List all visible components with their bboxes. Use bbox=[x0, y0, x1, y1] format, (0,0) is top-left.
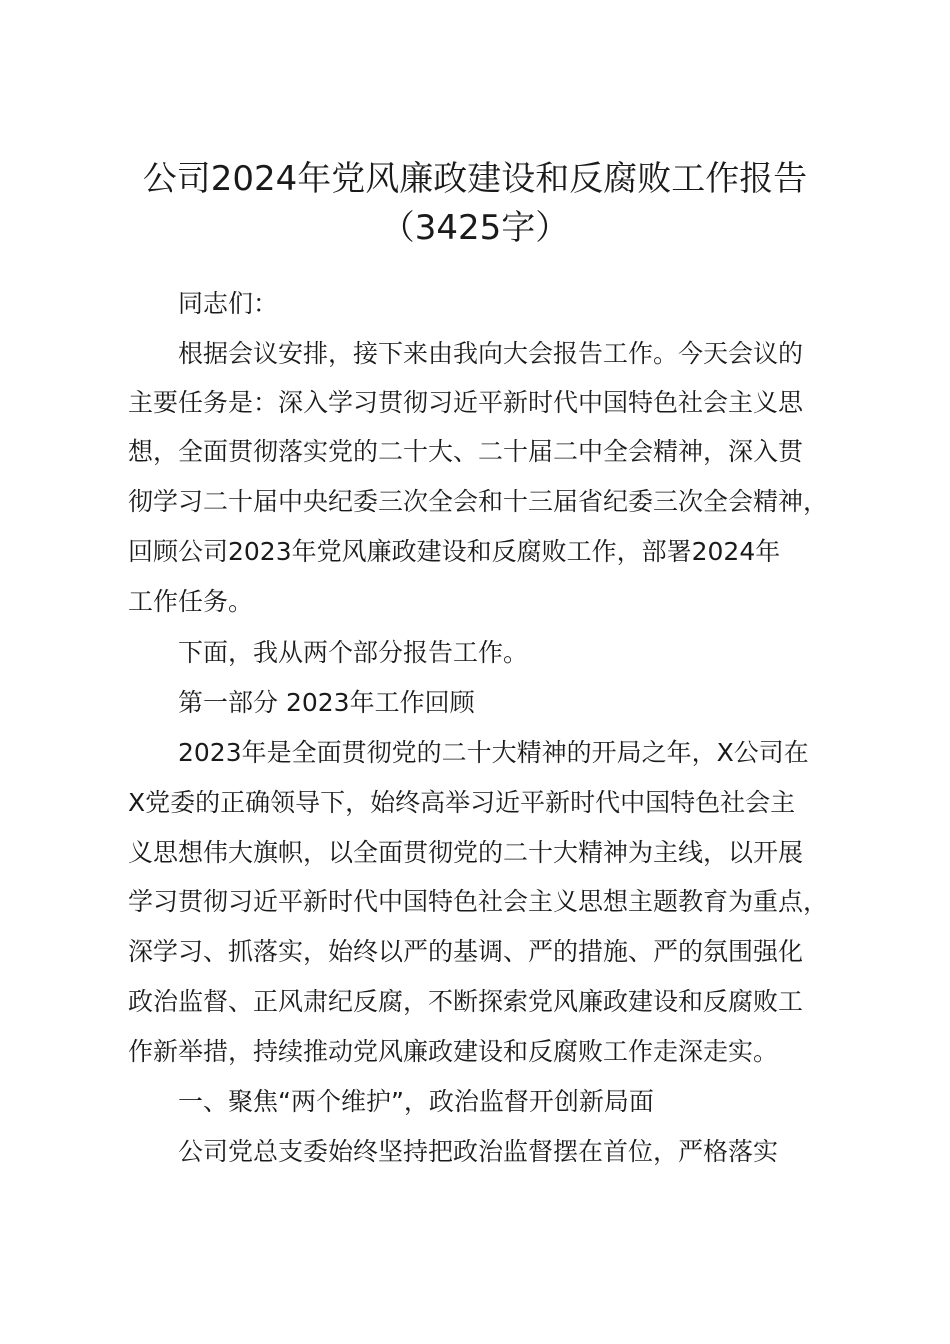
paragraph-line: X党委的正确领导下，始终高举习近平新时代中国特色社会主 bbox=[128, 788, 796, 817]
paragraph-line: 工作任务。 bbox=[128, 587, 254, 616]
paragraph-line: 根据会议安排，接下来由我向大会报告工作。今天会议的 bbox=[178, 339, 804, 368]
subsection-heading: 一、聚焦“两个维护”，政治监督开创新局面 bbox=[178, 1087, 654, 1116]
document-subtitle: （3425字） bbox=[380, 208, 570, 248]
paragraph-line: 学习贯彻习近平新时代中国特色社会主义思想主题教育为重点， bbox=[128, 887, 829, 916]
paragraph-line: 彻学习二十届中央纪委三次全会和十三届省纪委三次全会精神， bbox=[128, 487, 829, 516]
paragraph-line: 政治监督、正风肃纪反腐，不断探索党风廉政建设和反腐败工 bbox=[128, 987, 804, 1016]
paragraph-line: 公司党总支委始终坚持把政治监督摆在首位，严格落实 bbox=[178, 1137, 779, 1166]
paragraph-line: 义思想伟大旗帜，以全面贯彻党的二十大精神为主线，以开展 bbox=[128, 838, 804, 867]
paragraph-line: 2023年是全面贯彻党的二十大精神的开局之年，X公司在 bbox=[178, 738, 809, 767]
paragraph-line: 想，全面贯彻落实党的二十大、二十届二中全会精神，深入贯 bbox=[128, 437, 804, 466]
document-title: 公司2024年党风廉政建设和反腐败工作报告 bbox=[142, 159, 808, 199]
paragraph-line: 作新举措，持续推动党风廉政建设和反腐败工作走深走实。 bbox=[128, 1037, 779, 1066]
paragraph-line: 主要任务是：深入学习贯彻习近平新时代中国特色社会主义思 bbox=[128, 388, 804, 417]
paragraph-line: 下面，我从两个部分报告工作。 bbox=[178, 638, 529, 667]
section-heading: 第一部分 2023年工作回顾 bbox=[178, 688, 475, 717]
paragraph-line: 深学习、抓落实，始终以严的基调、严的措施、严的氛围强化 bbox=[128, 937, 804, 966]
paragraph-line: 回顾公司2023年党风廉政建设和反腐败工作，部署2024年 bbox=[128, 537, 781, 566]
salutation: 同志们： bbox=[178, 289, 279, 318]
